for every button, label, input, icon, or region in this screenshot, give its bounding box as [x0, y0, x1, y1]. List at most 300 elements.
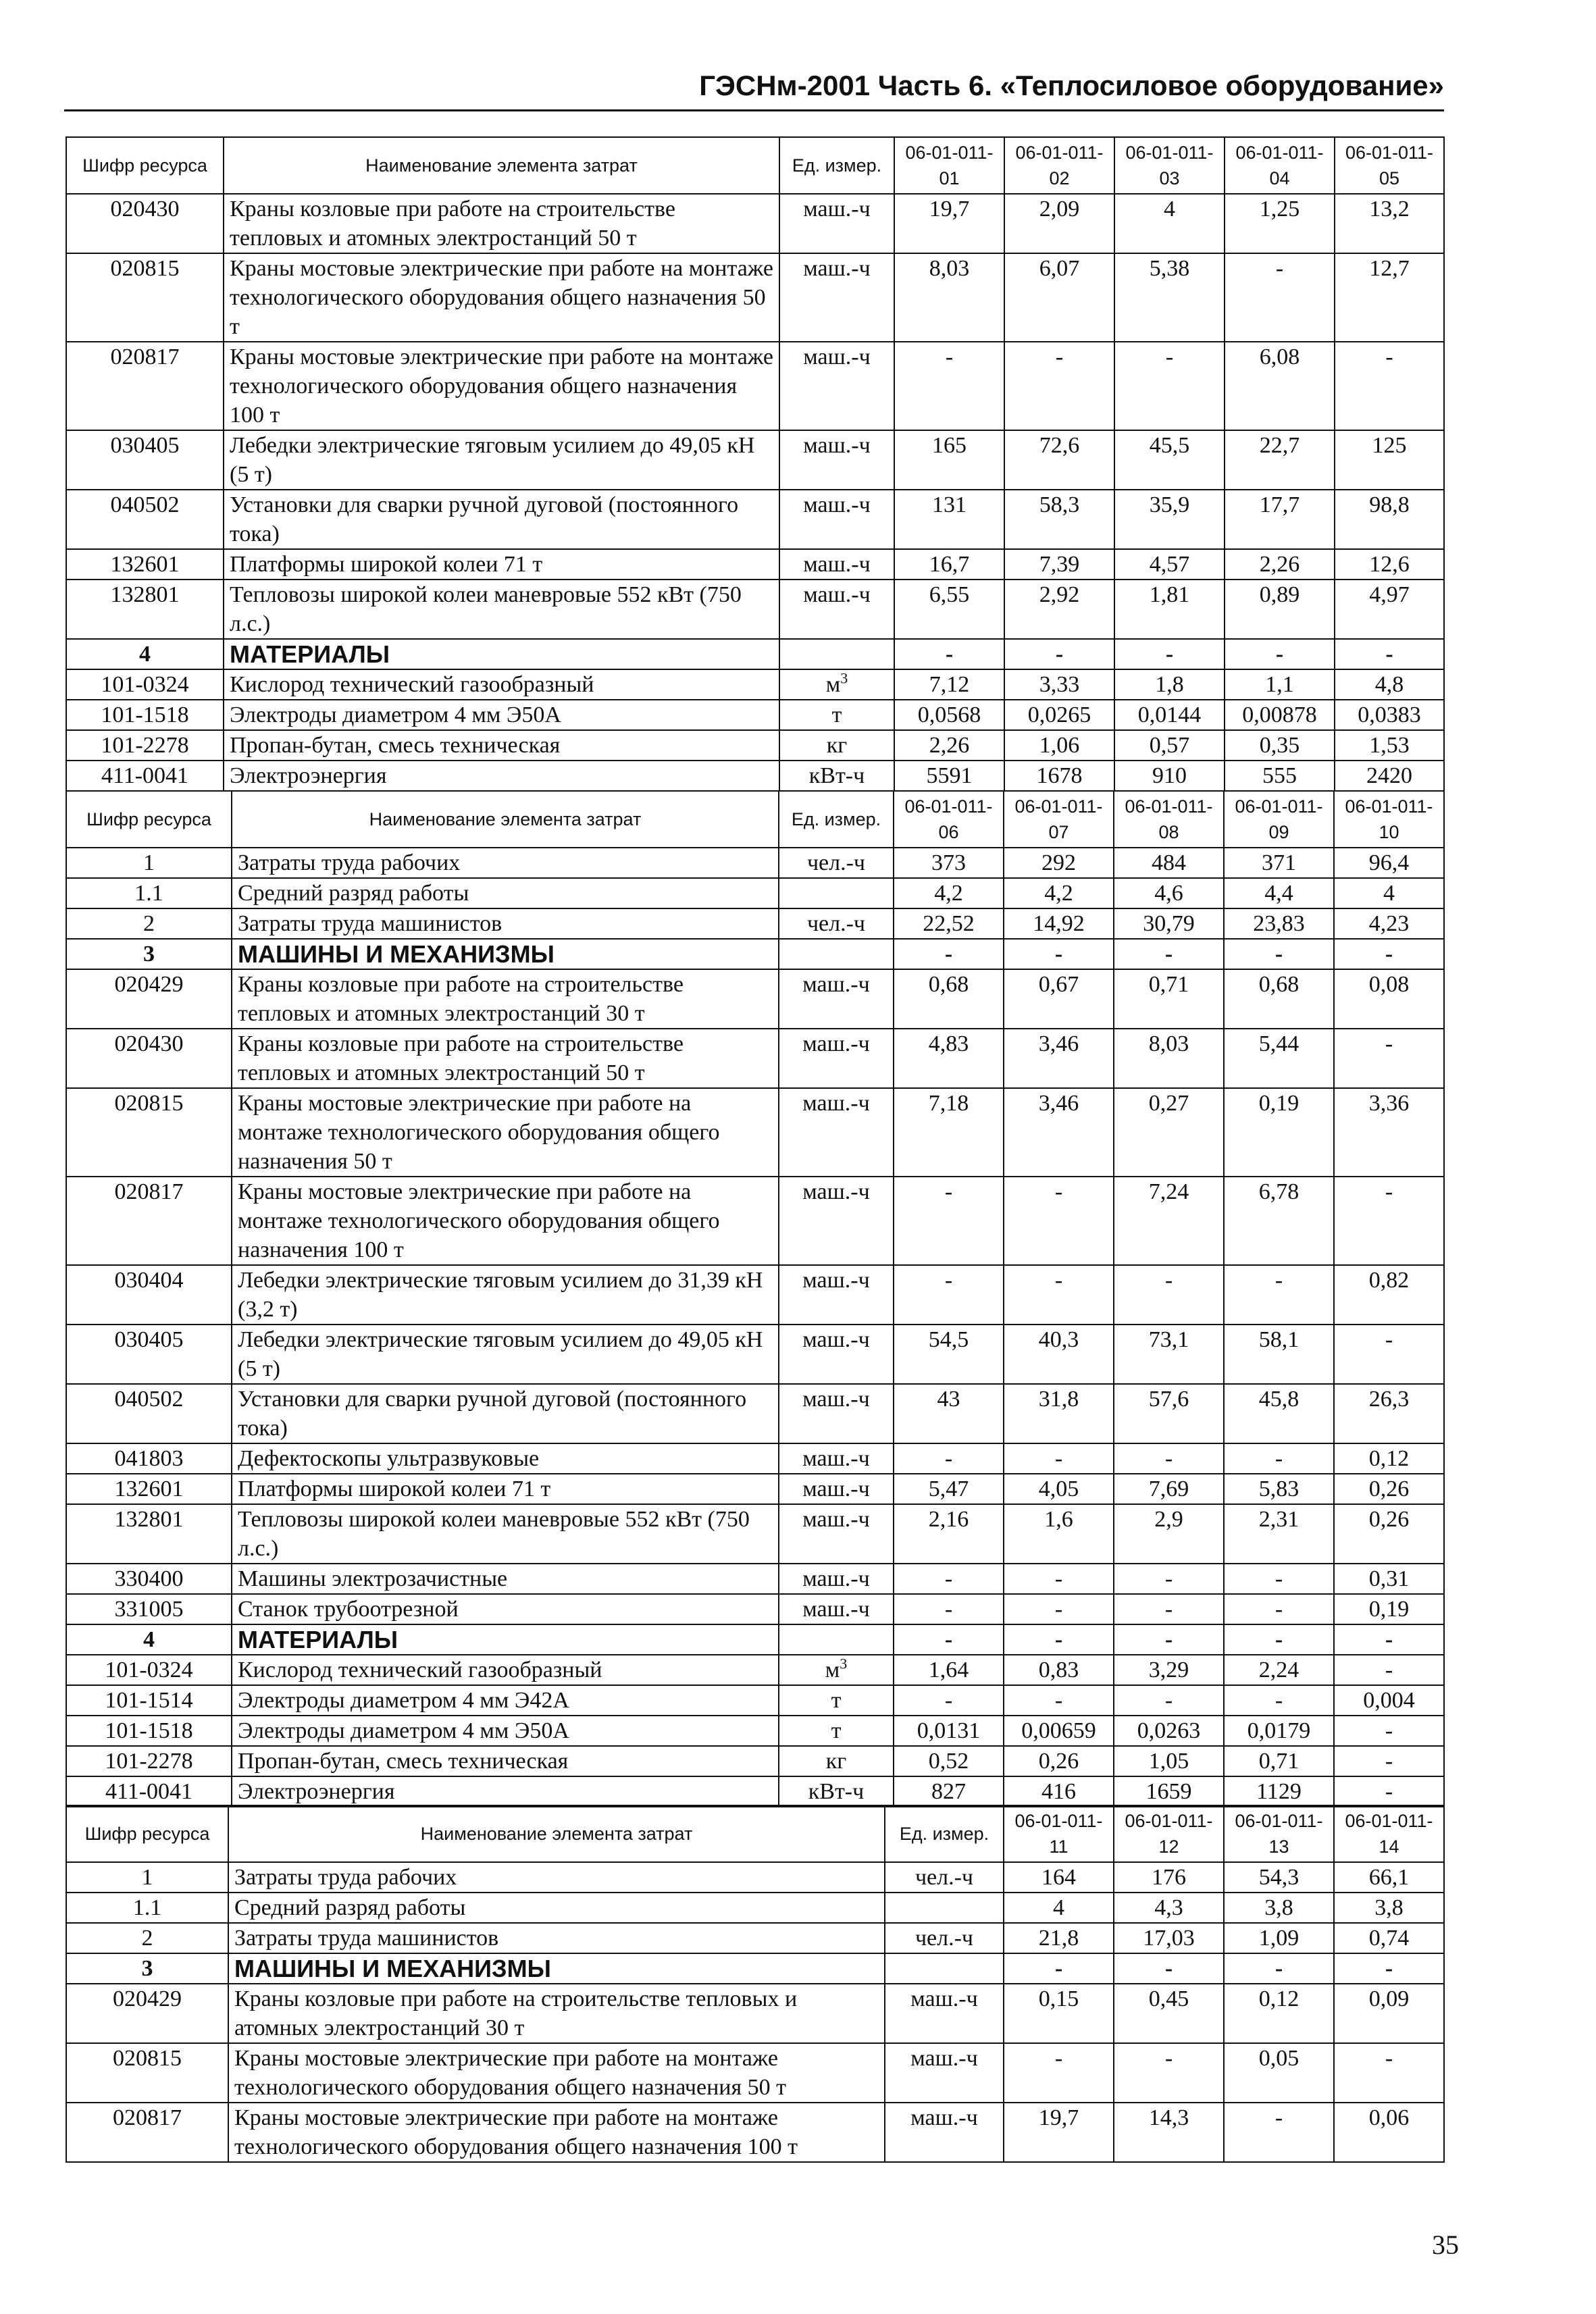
cost-element-name: Лебедки электрические тяговым усилием до 49,05 кН (5 т) — [232, 1325, 779, 1384]
table-row — [66, 1564, 1444, 1594]
cell-value: - — [1114, 1624, 1224, 1655]
cell-value: 5,44 — [1224, 1029, 1334, 1088]
cell-value: - — [1004, 1177, 1114, 1265]
cost-element-name: Краны козловые при работе на строительстве тепловых и атомных электростанций 50 т — [224, 194, 779, 253]
cell-value: 3,29 — [1114, 1655, 1224, 1685]
unit-text: кВт-ч — [808, 763, 865, 788]
unit-text: маш.-ч — [803, 256, 871, 281]
unit-text: маш.-ч — [802, 1031, 870, 1056]
cell-value: 0,004 — [1334, 1685, 1444, 1716]
cell-value: - — [1114, 939, 1224, 969]
cell-value: 0,0131 — [894, 1716, 1004, 1746]
table-row — [66, 700, 1444, 730]
unit-of-measure — [779, 1265, 894, 1325]
cell-value: 4 — [1114, 194, 1225, 253]
cell-value: 2,26 — [1225, 549, 1335, 580]
table-row — [66, 730, 1444, 761]
table-row — [66, 1893, 1444, 1923]
cell-value: - — [1224, 1594, 1334, 1624]
cell-value: 0,26 — [1334, 1474, 1444, 1504]
cell-value: - — [1334, 1776, 1444, 1807]
cell-value: 35,9 — [1114, 490, 1225, 549]
header-norm-code: 06-01-011-13 — [1224, 1805, 1334, 1862]
unit-of-measure — [779, 1716, 894, 1746]
table-row — [66, 1325, 1444, 1384]
cell-value: 2,31 — [1224, 1504, 1334, 1564]
table-row — [66, 1716, 1444, 1746]
cell-value: - — [894, 342, 1004, 430]
cell-value: - — [1334, 939, 1444, 969]
cell-value: 4,23 — [1334, 908, 1444, 939]
cost-element-name: Станок трубоотрезной — [232, 1594, 779, 1624]
cell-value: 16,7 — [894, 549, 1004, 580]
cell-value: 3,33 — [1004, 669, 1114, 700]
resource-code: 132601 — [66, 549, 224, 580]
resource-code: 4 — [66, 639, 224, 669]
cell-value: 373 — [894, 848, 1004, 878]
table-row — [66, 669, 1444, 700]
unit-of-measure — [779, 878, 894, 908]
resource-code: 101-2278 — [66, 1746, 232, 1776]
unit-of-measure — [885, 1862, 1004, 1893]
cell-value: 416 — [1004, 1776, 1114, 1807]
resource-code: 101-0324 — [66, 669, 224, 700]
cell-value: 0,05 — [1224, 2043, 1334, 2103]
cell-value: 2420 — [1335, 761, 1444, 791]
cell-value: 4,57 — [1114, 549, 1225, 580]
cost-element-name: Краны мостовые электрические при работе на монтаже технологического оборудования общего назначения 50 т — [232, 1088, 779, 1177]
cell-value: 1,8 — [1114, 669, 1225, 700]
cost-element-name: Краны козловые при работе на строительстве тепловых и атомных электростанций 30 т — [232, 969, 779, 1029]
unit-of-measure — [779, 430, 894, 490]
cell-value: 1678 — [1004, 761, 1114, 791]
unit-of-measure — [779, 969, 894, 1029]
resource-code: 030405 — [66, 1325, 232, 1384]
table-row — [66, 1029, 1444, 1088]
unit-of-measure — [779, 1624, 894, 1655]
cell-value: 0,0383 — [1335, 700, 1444, 730]
header-norm-code: 06-01-011-14 — [1334, 1805, 1444, 1862]
header-norm-code: 06-01-011-06 — [894, 791, 1004, 848]
resource-code: 132801 — [66, 1504, 232, 1564]
table-row — [66, 878, 1444, 908]
cell-value: 2,26 — [894, 730, 1004, 761]
cell-value: 0,71 — [1224, 1746, 1334, 1776]
cost-element-name: МАТЕРИАЛЫ — [224, 639, 779, 669]
table-row — [66, 1923, 1444, 1953]
unit-of-measure — [779, 1029, 894, 1088]
table-row — [66, 490, 1444, 549]
cell-value: 0,12 — [1334, 1443, 1444, 1474]
cost-element-name: Электроды диаметром 4 мм Э50А — [224, 700, 779, 730]
cell-value: 7,69 — [1114, 1474, 1224, 1504]
cell-value: - — [894, 639, 1004, 669]
cell-value: 58,3 — [1004, 490, 1114, 549]
resource-code: 101-0324 — [66, 1655, 232, 1685]
unit-of-measure — [885, 1923, 1004, 1953]
cell-value: 2,92 — [1004, 580, 1114, 639]
cell-value: 0,82 — [1334, 1265, 1444, 1325]
cell-value: 19,7 — [1004, 2103, 1114, 2162]
header-name: Наименование элемента затрат — [224, 137, 779, 194]
cell-value: 0,35 — [1225, 730, 1335, 761]
unit-text: маш.-ч — [802, 1091, 870, 1116]
cell-value: 0,0265 — [1004, 700, 1114, 730]
cost-element-name: Затраты труда машинистов — [232, 908, 779, 939]
cell-value: - — [1334, 1655, 1444, 1685]
table-row — [66, 430, 1444, 490]
cost-element-name: Пропан-бутан, смесь техническая — [224, 730, 779, 761]
cell-value: 22,7 — [1225, 430, 1335, 490]
cell-value: 45,5 — [1114, 430, 1225, 490]
cost-element-name: Электроэнергия — [232, 1776, 779, 1807]
cell-value: 910 — [1114, 761, 1225, 791]
cell-value: 0,06 — [1334, 2103, 1444, 2162]
cell-value: 98,8 — [1335, 490, 1444, 549]
unit-of-measure — [779, 549, 894, 580]
cell-value: 7,12 — [894, 669, 1004, 700]
cell-value: - — [1004, 1265, 1114, 1325]
cost-element-name: Краны мостовые электрические при работе на монтаже технологического оборудования общего назначения 50 т — [224, 253, 779, 342]
cell-value: 484 — [1114, 848, 1224, 878]
unit-of-measure — [779, 1443, 894, 1474]
cell-value: 176 — [1114, 1862, 1224, 1893]
cell-value: 0,0179 — [1224, 1716, 1334, 1746]
unit-of-measure — [779, 1685, 894, 1716]
unit-text: маш.-ч — [802, 1446, 870, 1471]
cost-element-name: Краны мостовые электрические при работе на монтаже технологического оборудования общего назначения 50 т — [228, 2043, 885, 2103]
cell-value: 0,26 — [1004, 1746, 1114, 1776]
unit-of-measure — [779, 1594, 894, 1624]
unit-text: маш.-ч — [803, 344, 871, 369]
unit-text: маш.-ч — [802, 1566, 870, 1591]
table-row — [66, 253, 1444, 342]
unit-of-measure — [885, 1893, 1004, 1923]
table-row — [66, 969, 1444, 1029]
header-name: Наименование элемента затрат — [232, 791, 779, 848]
unit-text: кВт-ч — [808, 1779, 865, 1804]
unit-of-measure — [779, 490, 894, 549]
unit-of-measure — [779, 194, 894, 253]
unit-of-measure — [885, 2103, 1004, 2162]
cell-value: 4,8 — [1335, 669, 1444, 700]
cell-value: 0,67 — [1004, 969, 1114, 1029]
cell-value: 43 — [894, 1384, 1004, 1443]
cell-value: - — [1114, 342, 1225, 430]
cell-value: - — [1224, 1265, 1334, 1325]
cell-value: 26,3 — [1334, 1384, 1444, 1443]
cell-value: 0,19 — [1334, 1594, 1444, 1624]
cell-value: - — [1114, 639, 1225, 669]
unit-text: м — [825, 672, 841, 697]
resource-code: 020817 — [66, 342, 224, 430]
cell-value: 12,6 — [1335, 549, 1444, 580]
resource-code: 132601 — [66, 1474, 232, 1504]
table-row — [66, 1594, 1444, 1624]
header-unit: Ед. измер. — [779, 791, 894, 848]
unit-of-measure — [779, 639, 894, 669]
cost-element-name: Установки для сварки ручной дуговой (постоянного тока) — [224, 490, 779, 549]
cell-value: 40,3 — [1004, 1325, 1114, 1384]
cell-value: 3,36 — [1334, 1088, 1444, 1177]
cell-value: 45,8 — [1224, 1384, 1334, 1443]
resource-code: 020815 — [66, 1088, 232, 1177]
unit-text: т — [831, 1718, 842, 1743]
table-row — [66, 194, 1444, 253]
cell-value: 17,03 — [1114, 1923, 1224, 1953]
cell-value: - — [1334, 1177, 1444, 1265]
cell-value: 7,18 — [894, 1088, 1004, 1177]
cost-element-name: Краны мостовые электрические при работе на монтаже технологического оборудования общего назначения 100 т — [224, 342, 779, 430]
cost-element-name: Пропан-бутан, смесь техническая — [232, 1746, 779, 1776]
unit-text: маш.-ч — [802, 1327, 870, 1352]
cell-value: 0,15 — [1004, 1984, 1114, 2043]
header-name: Наименование элемента затрат — [228, 1805, 885, 1862]
unit-text: маш.-ч — [802, 1597, 870, 1622]
unit-text: чел.-ч — [915, 1865, 974, 1890]
table-row — [66, 1088, 1444, 1177]
cell-value: - — [1335, 342, 1444, 430]
unit-text: кг — [825, 1749, 847, 1774]
cost-element-name: Установки для сварки ручной дуговой (постоянного тока) — [232, 1384, 779, 1443]
header-code: Шифр ресурса — [66, 1805, 228, 1862]
header-norm-code: 06-01-011-11 — [1004, 1805, 1114, 1862]
cost-element-name: Затраты труда рабочих — [228, 1862, 885, 1893]
cell-value: 8,03 — [1114, 1029, 1224, 1088]
unit-of-measure — [885, 2043, 1004, 2103]
unit-of-measure — [779, 939, 894, 969]
table-row — [66, 1504, 1444, 1564]
header-unit: Ед. измер. — [885, 1805, 1004, 1862]
page-number: 35 — [1432, 2230, 1459, 2260]
cost-element-name: Электроэнергия — [224, 761, 779, 791]
cell-value: 8,03 — [894, 253, 1004, 342]
cost-element-name: Кислород технический газообразный — [224, 669, 779, 700]
header-norm-code: 06-01-011-10 — [1334, 791, 1444, 848]
table-header-row — [66, 791, 1444, 848]
cell-value: 1,81 — [1114, 580, 1225, 639]
cell-value: 0,89 — [1225, 580, 1335, 639]
cell-value: - — [1224, 1624, 1334, 1655]
cost-element-name: Краны козловые при работе на строительстве тепловых и атомных электростанций 30 т — [228, 1984, 885, 2043]
cell-value: - — [894, 939, 1004, 969]
table-row — [66, 1384, 1444, 1443]
cell-value: - — [1224, 1685, 1334, 1716]
cell-value: - — [1114, 1564, 1224, 1594]
cell-value: - — [894, 1685, 1004, 1716]
resource-code: 330400 — [66, 1564, 232, 1594]
cell-value: - — [1334, 2043, 1444, 2103]
resource-code: 041803 — [66, 1443, 232, 1474]
table-row — [66, 2043, 1444, 2103]
cell-value: - — [1004, 1594, 1114, 1624]
cell-value: 0,0263 — [1114, 1716, 1224, 1746]
cell-value: 3,46 — [1004, 1029, 1114, 1088]
cell-value: 6,55 — [894, 580, 1004, 639]
cell-value: - — [1004, 342, 1114, 430]
unit-text: маш.-ч — [802, 1507, 870, 1532]
unit-of-measure — [779, 761, 894, 791]
resource-code: 101-1518 — [66, 1716, 232, 1746]
cell-value: - — [1004, 1443, 1114, 1474]
cell-value: - — [894, 1443, 1004, 1474]
header-norm-code: 06-01-011-09 — [1224, 791, 1334, 848]
resource-code: 020429 — [66, 969, 232, 1029]
cost-element-name: Лебедки электрические тяговым усилием до 49,05 кН (5 т) — [224, 430, 779, 490]
cell-value: 1,64 — [894, 1655, 1004, 1685]
cell-value: 1,05 — [1114, 1746, 1224, 1776]
header-norm-code: 06-01-011-07 — [1004, 791, 1114, 848]
cost-element-name: Лебедки электрические тяговым усилием до 31,39 кН (3,2 т) — [232, 1265, 779, 1325]
cell-value: 6,08 — [1225, 342, 1335, 430]
table-row — [66, 848, 1444, 878]
unit-text: маш.-ч — [802, 1387, 870, 1412]
cell-value: 0,00878 — [1225, 700, 1335, 730]
cell-value: 7,24 — [1114, 1177, 1224, 1265]
cost-element-name: Затраты труда машинистов — [228, 1923, 885, 1953]
cost-element-name: Платформы широкой колеи 71 т — [224, 549, 779, 580]
resource-code: 020815 — [66, 2043, 228, 2103]
unit-of-measure — [779, 848, 894, 878]
unit-of-measure — [779, 580, 894, 639]
header-norm-code: 06-01-011-03 — [1114, 137, 1225, 194]
cell-value: 54,3 — [1224, 1862, 1334, 1893]
resource-code: 040502 — [66, 490, 224, 549]
resource-code: 132801 — [66, 580, 224, 639]
cell-value: - — [1114, 1265, 1224, 1325]
table-row — [66, 1443, 1444, 1474]
table-row — [66, 1265, 1444, 1325]
table-row — [66, 342, 1444, 430]
cell-value: 0,45 — [1114, 1984, 1224, 2043]
cell-value: 4,97 — [1335, 580, 1444, 639]
header-norm-code: 06-01-011-08 — [1114, 791, 1224, 848]
cost-element-name: Платформы широкой колеи 71 т — [232, 1474, 779, 1504]
cell-value: - — [1004, 939, 1114, 969]
cell-value: 4,2 — [1004, 878, 1114, 908]
section-row — [66, 1953, 1444, 1984]
header-norm-code: 06-01-011-12 — [1114, 1805, 1224, 1862]
resource-code: 030405 — [66, 430, 224, 490]
cell-value: 2,9 — [1114, 1504, 1224, 1564]
cell-value: 17,7 — [1225, 490, 1335, 549]
unit-of-measure — [779, 1384, 894, 1443]
cell-value: - — [1335, 639, 1444, 669]
header-code: Шифр ресурса — [66, 137, 224, 194]
cell-value: 555 — [1225, 761, 1335, 791]
section-row — [66, 1624, 1444, 1655]
table-row — [66, 1746, 1444, 1776]
table-row — [66, 1177, 1444, 1265]
unit-of-measure — [779, 253, 894, 342]
header-unit: Ед. измер. — [779, 137, 894, 194]
unit-of-measure — [779, 1746, 894, 1776]
cell-value: 1659 — [1114, 1776, 1224, 1807]
unit-text: т — [831, 1688, 842, 1713]
cell-value: 0,57 — [1114, 730, 1225, 761]
cell-value: - — [1114, 1685, 1224, 1716]
cost-element-name: Кислород технический газообразный — [232, 1655, 779, 1685]
cell-value: 5,38 — [1114, 253, 1225, 342]
cell-value: 57,6 — [1114, 1384, 1224, 1443]
cell-value: 3,8 — [1334, 1893, 1444, 1923]
cell-value: - — [1004, 1564, 1114, 1594]
resource-code: 020430 — [66, 194, 224, 253]
cell-value: 19,7 — [894, 194, 1004, 253]
header-norm-code: 06-01-011-05 — [1335, 137, 1444, 194]
cell-value: 0,68 — [894, 969, 1004, 1029]
section-row — [66, 939, 1444, 969]
cell-value: 0,68 — [1224, 969, 1334, 1029]
cell-value: 0,09 — [1334, 1984, 1444, 2043]
cell-value: - — [1225, 253, 1335, 342]
table-row — [66, 2103, 1444, 2162]
unit-text: маш.-ч — [803, 492, 871, 517]
cell-value: 0,26 — [1334, 1504, 1444, 1564]
unit-text: маш.-ч — [802, 1268, 870, 1293]
cell-value: - — [1224, 1953, 1334, 1984]
cell-value: 0,74 — [1334, 1923, 1444, 1953]
cell-value: 4,05 — [1004, 1474, 1114, 1504]
unit-of-measure — [779, 1776, 894, 1807]
cell-value: 6,07 — [1004, 253, 1114, 342]
unit-text: кг — [826, 733, 848, 758]
cell-value: 14,3 — [1114, 2103, 1224, 2162]
table-row — [66, 1776, 1444, 1807]
cell-value: - — [1334, 1029, 1444, 1088]
cell-value: - — [1334, 1624, 1444, 1655]
resource-table-3 — [66, 1805, 1445, 2163]
cell-value: 4,83 — [894, 1029, 1004, 1088]
unit-text: чел.-ч — [806, 911, 866, 936]
resource-code: 020817 — [66, 2103, 228, 2162]
unit-text: т — [831, 702, 842, 727]
cell-value: 54,5 — [894, 1325, 1004, 1384]
cell-value: - — [894, 1624, 1004, 1655]
resource-table-2 — [66, 790, 1445, 1807]
cell-value: - — [1224, 2103, 1334, 2162]
cell-value: - — [1114, 2043, 1224, 2103]
cell-value: 4,4 — [1224, 878, 1334, 908]
cell-value: - — [1004, 639, 1114, 669]
resource-code: 1.1 — [66, 1893, 228, 1923]
cell-value: 0,0568 — [894, 700, 1004, 730]
cost-element-name: Машины электрозачистные — [232, 1564, 779, 1594]
resource-code: 020817 — [66, 1177, 232, 1265]
unit-of-measure — [885, 1953, 1004, 1984]
resource-code: 1.1 — [66, 878, 232, 908]
resource-code: 4 — [66, 1624, 232, 1655]
cell-value: 7,39 — [1004, 549, 1114, 580]
unit-of-measure — [779, 1504, 894, 1564]
unit-text: маш.-ч — [802, 1476, 870, 1501]
cell-value: 21,8 — [1004, 1923, 1114, 1953]
unit-of-measure — [885, 1984, 1004, 2043]
unit-of-measure — [779, 1325, 894, 1384]
cell-value: 5591 — [894, 761, 1004, 791]
cell-value: 827 — [894, 1776, 1004, 1807]
unit-text: маш.-ч — [802, 1179, 870, 1204]
cost-element-name: Электроды диаметром 4 мм Э42А — [232, 1685, 779, 1716]
table-row — [66, 908, 1444, 939]
cell-value: 0,12 — [1224, 1984, 1334, 2043]
cost-element-name: Краны мостовые электрические при работе на монтаже технологического оборудования общего назначения 100 т — [228, 2103, 885, 2162]
cell-value: 6,78 — [1224, 1177, 1334, 1265]
cost-element-name: Затраты труда рабочих — [232, 848, 779, 878]
cell-value: 5,83 — [1224, 1474, 1334, 1504]
resource-code: 331005 — [66, 1594, 232, 1624]
unit-of-measure — [779, 1088, 894, 1177]
